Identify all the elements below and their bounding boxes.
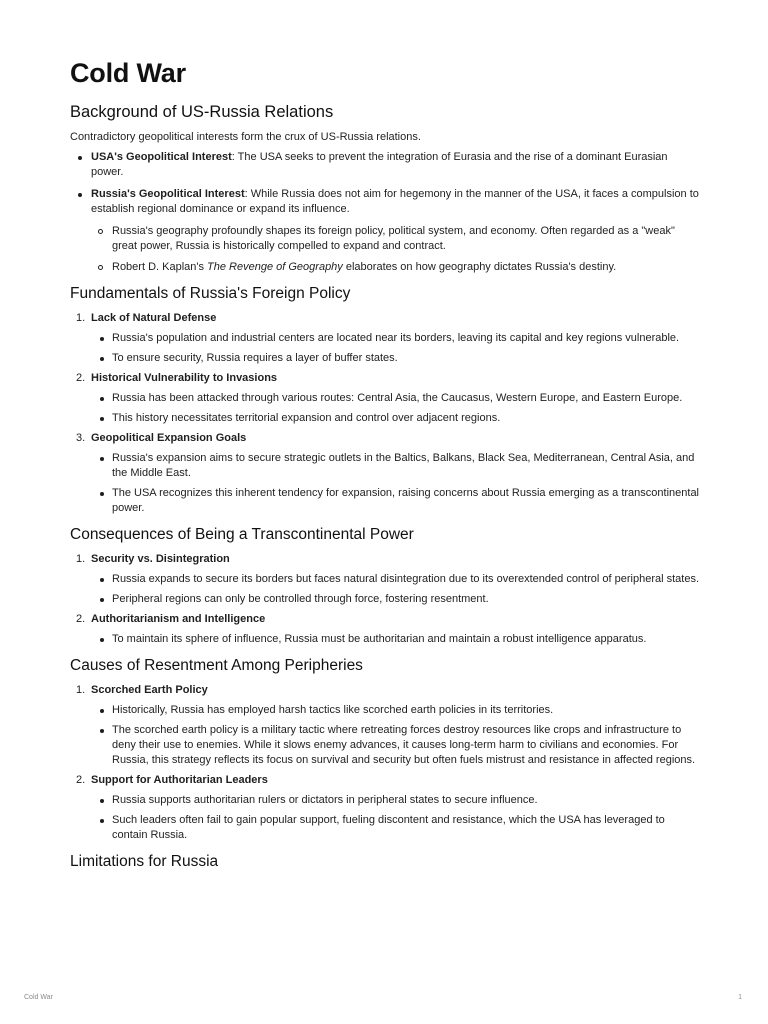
item-bullets <box>91 703 702 768</box>
item-bullets <box>91 793 702 843</box>
item-number: 1. <box>76 684 86 696</box>
russia-interest-label: Russia's Geopolitical Interest <box>91 188 245 200</box>
item-title: Geopolitical Expansion Goals <box>91 432 247 444</box>
item-number: 1. <box>76 553 86 565</box>
item-bullets <box>91 391 702 426</box>
fundamentals-list <box>70 311 702 516</box>
causes-list <box>70 683 702 843</box>
numbered-item <box>70 311 702 366</box>
section-heading-limitations: Limitations for Russia <box>70 853 219 870</box>
item-title: Scorched Earth Policy <box>91 684 208 696</box>
section-heading-background: Background of US-Russia Relations <box>70 103 334 121</box>
background-list <box>70 150 702 275</box>
list-item: Russia's expansion aims to secure strategic outlets in the Baltics, Balkans, Black Sea, Mediterranean, Central Asia, and the Middle East. <box>91 451 702 481</box>
sublist-item-kaplan <box>91 260 702 275</box>
item-number: 3. <box>76 432 86 444</box>
list-item: Russia supports authoritarian rulers or dictators in peripheral states to secure influence. <box>91 793 702 808</box>
item-title: Historical Vulnerability to Invasions <box>91 372 278 384</box>
footer-doc-title: Cold War <box>24 994 53 1001</box>
usa-interest-text: : The USA seeks to prevent the integration of Eurasia and the rise of a dominant Eurasian power. <box>91 151 668 178</box>
list-item: To ensure security, Russia requires a layer of buffer states. <box>91 351 702 366</box>
sublist-item-geography: Russia's geography profoundly shapes its foreign policy, political system, and economy. Often regarded as a "weak" great power, Russia is historically compelled to expand and contract. <box>91 224 702 254</box>
list-item: This history necessitates territorial expansion and control over adjacent regions. <box>91 411 702 426</box>
item-number: 2. <box>76 372 86 384</box>
section-heading-consequences: Consequences of Being a Transcontinental Power <box>70 526 414 543</box>
numbered-item <box>70 371 702 426</box>
numbered-item <box>70 612 702 647</box>
numbered-item <box>70 683 702 768</box>
list-item: Russia has been attacked through various routes: Central Asia, the Caucasus, Western Europe, and Eastern Europe. <box>91 391 702 406</box>
list-item: Russia expands to secure its borders but faces natural disintegration due to its overextended control of peripheral states. <box>91 572 702 587</box>
numbered-item <box>70 431 702 516</box>
item-title: Authoritarianism and Intelligence <box>91 613 266 625</box>
section-limitations <box>70 853 702 871</box>
list-item: The scorched earth policy is a military tactic where retreating forces destroy resources like crops and infrastructure to deny their use to enemies. While it slows enemy advances, it causes long-term harm to civilians and economies. For Russia, this strategy reflects its focus on survival and security but often fuels mistrust and resistance in affected regions. <box>91 723 702 768</box>
list-item: Such leaders often fail to gain popular support, fueling discontent and resistance, which the USA has leveraged to contain Russia. <box>91 813 702 843</box>
item-title: Support for Authoritarian Leaders <box>91 774 268 786</box>
list-item: Russia's population and industrial centers are located near its borders, leaving its capital and key regions vulnerable. <box>91 331 702 346</box>
item-number: 2. <box>76 613 86 625</box>
section-background <box>70 103 702 275</box>
list-item: The USA recognizes this inherent tendency for expansion, raising concerns about Russia emerging as a transcontinental power. <box>91 486 702 516</box>
section-causes <box>70 657 702 843</box>
background-intro: Contradictory geopolitical interests form the crux of US-Russia relations. <box>70 131 421 143</box>
kaplan-pre: Robert D. Kaplan's <box>112 261 208 273</box>
list-item: To maintain its sphere of influence, Russia must be authoritarian and maintain a robust intelligence apparatus. <box>91 632 702 647</box>
section-fundamentals <box>70 285 702 516</box>
item-bullets <box>91 632 702 647</box>
item-number: 1. <box>76 312 86 324</box>
item-bullets <box>91 331 702 366</box>
russia-sublist <box>91 224 702 275</box>
item-title: Security vs. Disintegration <box>91 553 230 565</box>
section-heading-causes: Causes of Resentment Among Peripheries <box>70 657 363 674</box>
document-page <box>70 58 702 881</box>
usa-interest-label: USA's Geopolitical Interest <box>91 151 232 163</box>
book-title: The Revenge of Geography <box>207 261 343 273</box>
item-bullets <box>91 451 702 516</box>
list-item-usa-interest <box>70 150 702 180</box>
russia-interest-text: : While Russia does not aim for hegemony in the manner of the USA, it faces a compulsion to establish regional dominance or expand its influence. <box>91 188 699 215</box>
numbered-item <box>70 552 702 607</box>
numbered-item <box>70 773 702 843</box>
page-title: Cold War <box>70 58 186 88</box>
section-heading-fundamentals: Fundamentals of Russia's Foreign Policy <box>70 285 351 302</box>
kaplan-post: elaborates on how geography dictates Russia's destiny. <box>342 261 617 273</box>
list-item: Historically, Russia has employed harsh tactics like scorched earth policies in its territories. <box>91 703 702 718</box>
list-item: Peripheral regions can only be controlled through force, fostering resentment. <box>91 592 702 607</box>
list-item-russia-interest <box>70 187 702 275</box>
item-number: 2. <box>76 774 86 786</box>
footer-page-number: 1 <box>738 994 742 1001</box>
item-bullets <box>91 572 702 607</box>
consequences-list <box>70 552 702 647</box>
item-title: Lack of Natural Defense <box>91 312 217 324</box>
section-consequences <box>70 526 702 647</box>
